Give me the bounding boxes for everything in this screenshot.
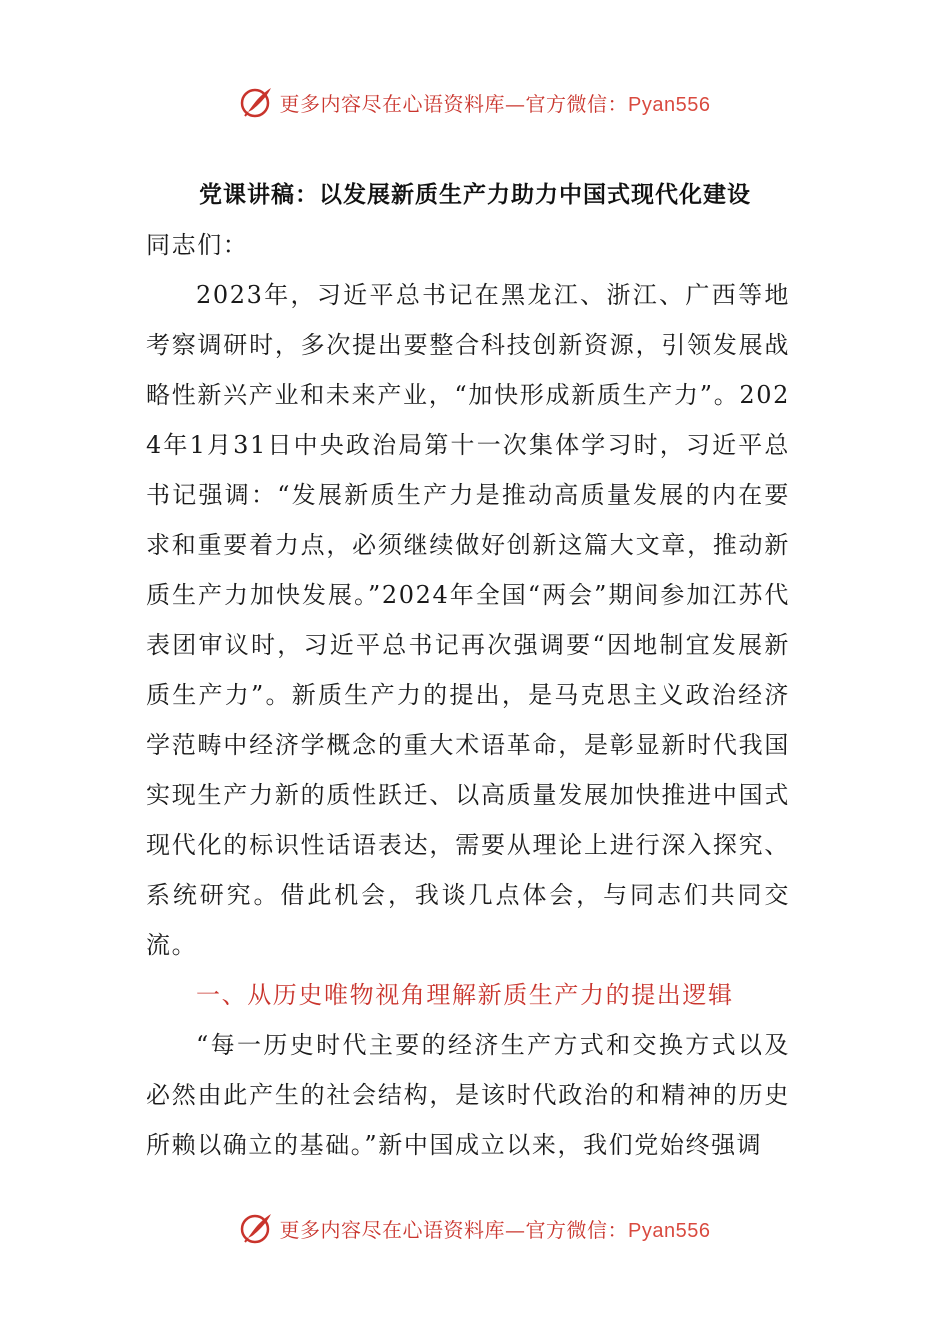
paragraph-1: 2023年，习近平总书记在黑龙江、浙江、广西等地考察调研时，多次提出要整合科技创新资源，引领发展战略性新兴产业和未来产业，“加快形成新质生产力”。2024年1月31日中央政治局第十一次集体学习时，习近平总书记强调：“发展新质生产力是推动高质量发展的内在要求和重要着力点，必须继续做好创新这篇大文章，推动新质生产力加快发展。”2024年全国“两会”期间参加江苏代表团审议时，习近平总书记再次强调要“因地制宜发展新质生产力”。新质生产力的提出，是马克思主义政治经济学范畴中经济学概念的重大术语革命，是彰显新时代我国实现生产力新的质性跃迁、以高质量发展加快推进中国式现代化的标识性话语表达，需要从理论上进行深入探究、系统研究。借此机会，我谈几点体会，与同志们共同交流。 — [146, 281, 790, 959]
banner-main-text: 更多内容尽在心语资料库 — [279, 1217, 506, 1242]
banner-main-text: 更多内容尽在心语资料库 — [279, 91, 506, 116]
banner-wechat-label: 官方微信： — [525, 1217, 629, 1242]
banner-text — [280, 88, 711, 117]
section-heading: 一、从历史唯物视角理解新质生产力的提出逻辑 — [196, 981, 734, 1009]
banner-wechat-id: Pyan556 — [628, 93, 711, 116]
banner-text — [280, 1214, 711, 1243]
banner-dash: — — [505, 91, 526, 116]
banner-dash: — — [505, 1217, 526, 1242]
greeting: 同志们： — [146, 231, 249, 259]
document-body — [146, 220, 790, 1170]
paragraph-2: “每一历史时代主要的经济生产方式和交换方式以及必然由此产生的社会结构，是该时代政治的和精神的历史所赖以确立的基础。”新中国成立以来，我们党始终强调 — [146, 1031, 790, 1159]
footer-banner — [0, 1208, 950, 1248]
header-banner — [0, 82, 950, 122]
banner-wechat-label: 官方微信： — [525, 91, 629, 116]
banner-wechat-id: Pyan556 — [628, 1219, 711, 1242]
quill-pen-logo-icon — [240, 85, 274, 119]
document-title: 党课讲稿：以发展新质生产力助力中国式现代化建设 — [199, 182, 751, 208]
quill-pen-logo-icon — [240, 1211, 274, 1245]
